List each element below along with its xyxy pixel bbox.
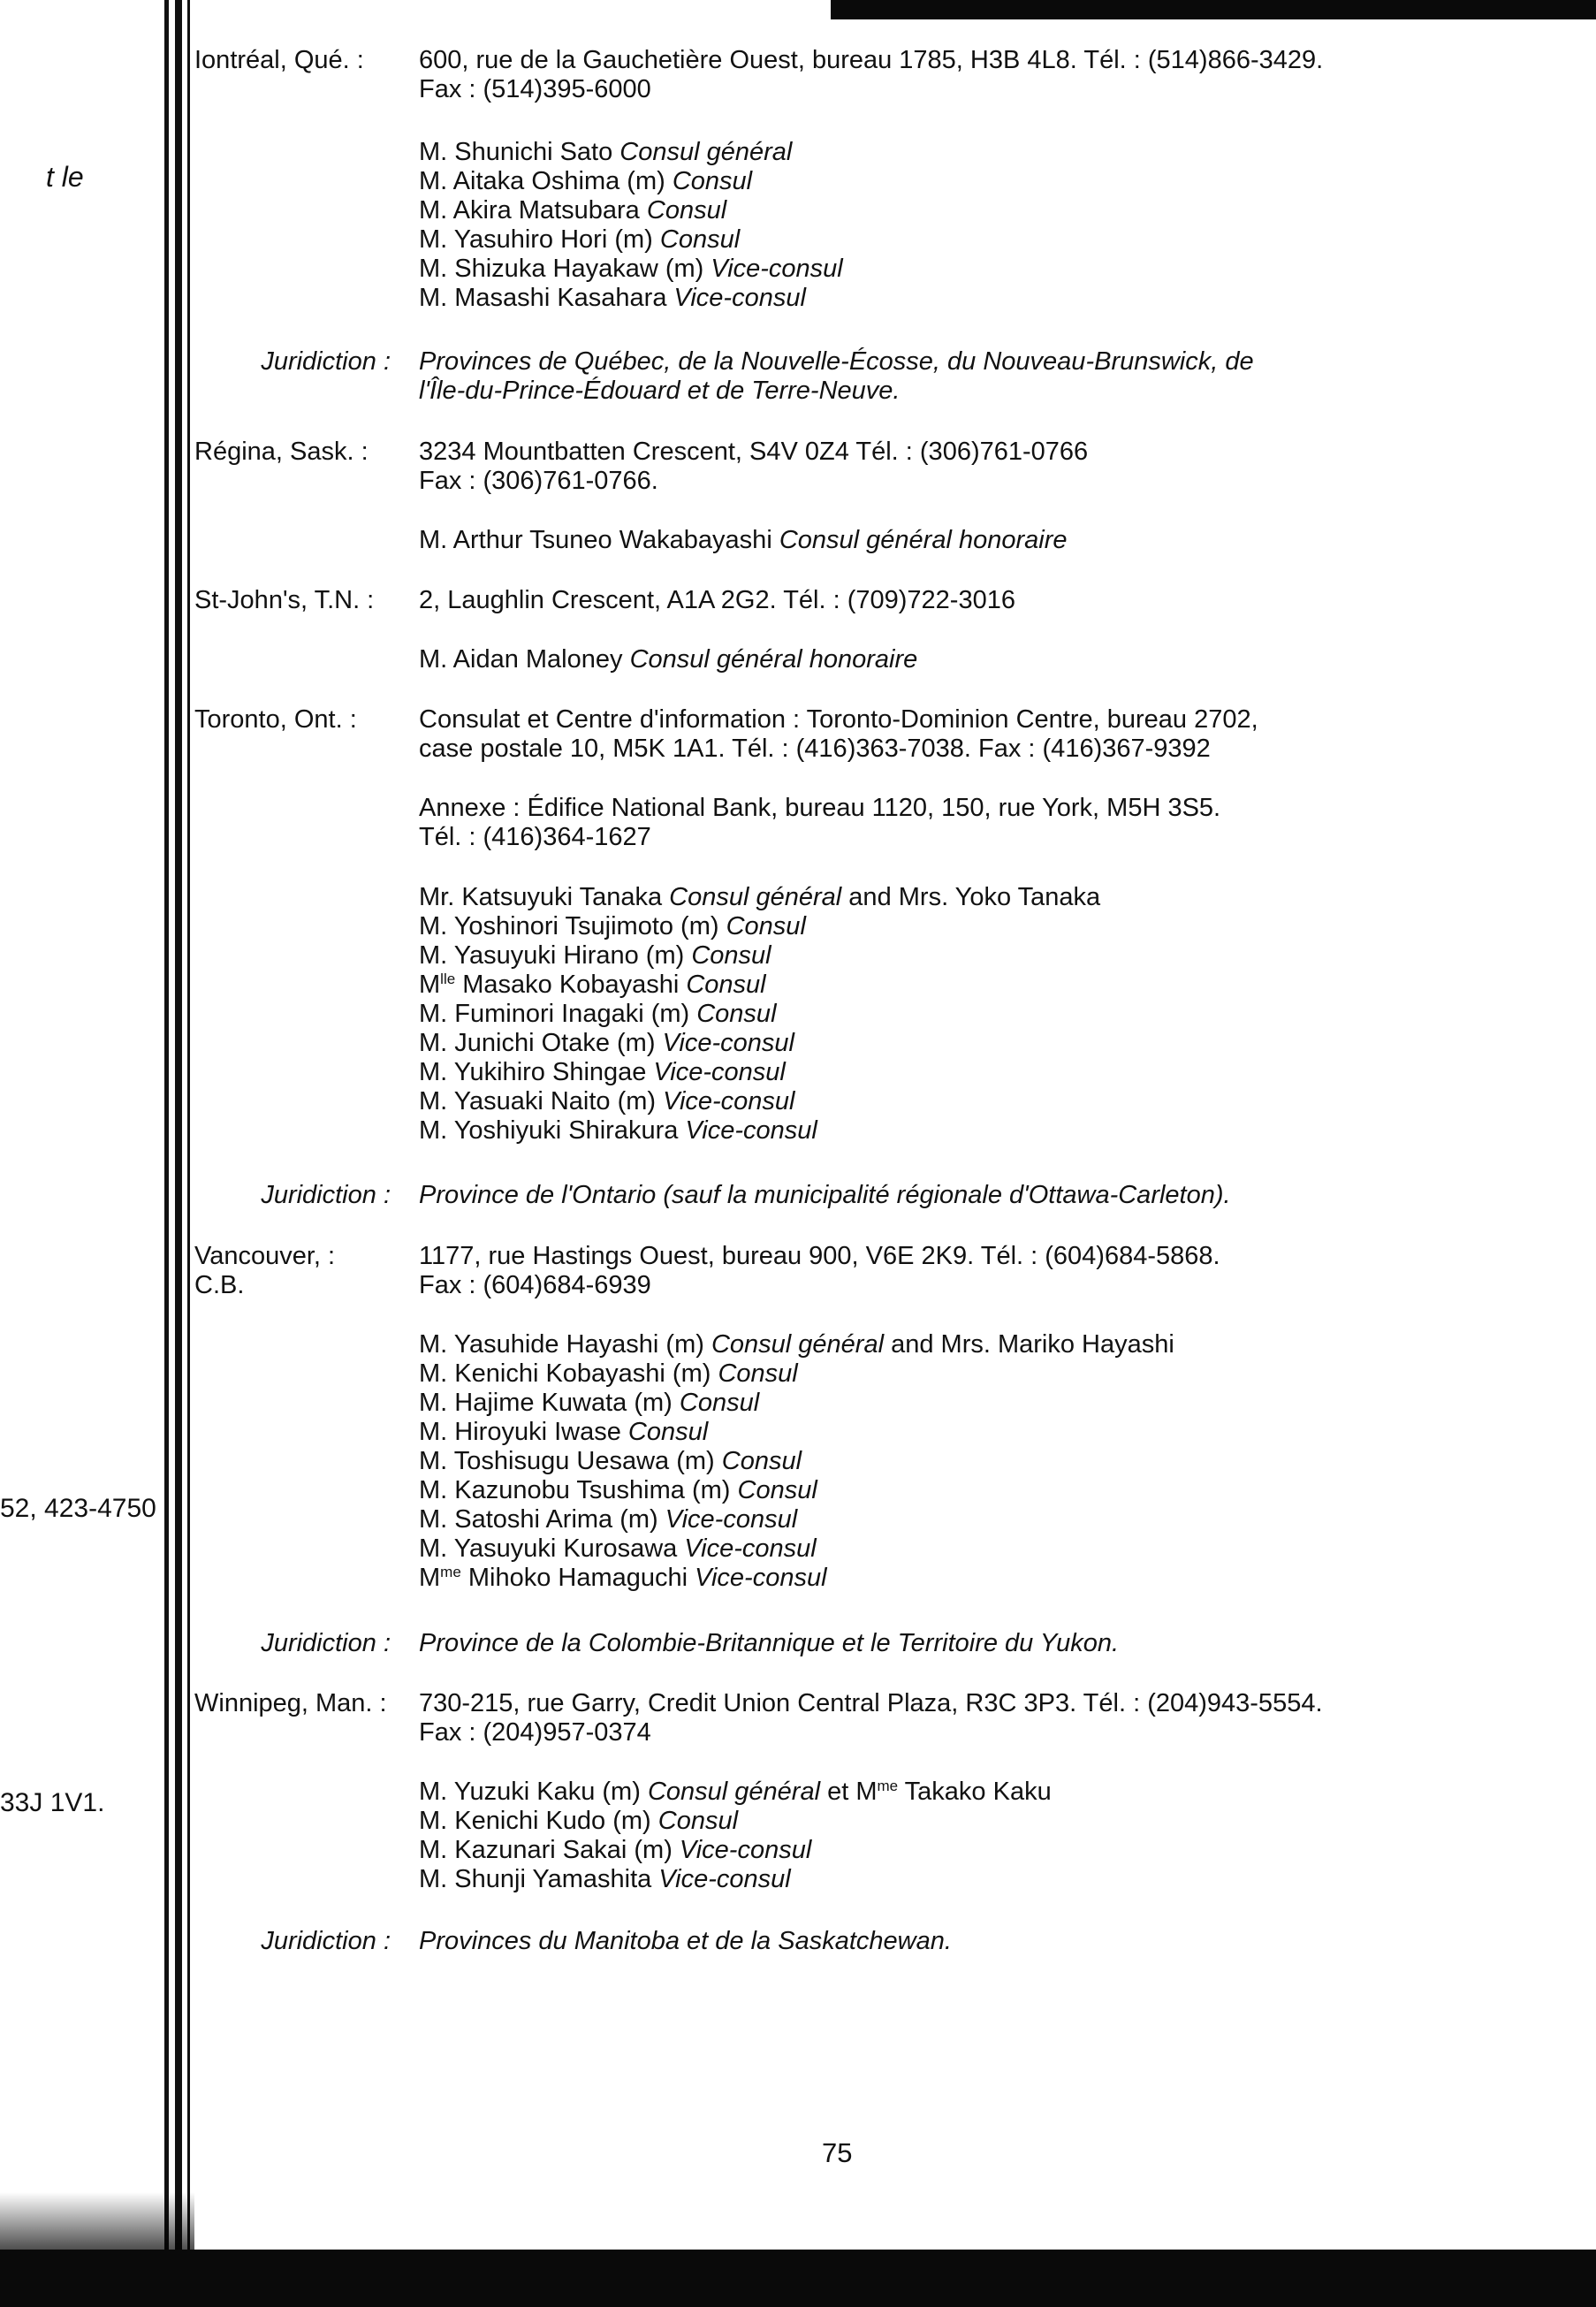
staff-title: Consul bbox=[657, 1807, 739, 1835]
staff-line bbox=[419, 284, 843, 313]
staff-title: Vice-consul bbox=[673, 284, 806, 312]
staff-line bbox=[419, 225, 843, 255]
staff-name: M. Yasuaki Naito (m) bbox=[419, 1087, 657, 1115]
address-block: 730-215, rue Garry, Credit Union Central Plaza, R3C 3P3. Tél. : (204)943-5554. Fax : (204)957-0374 bbox=[419, 1689, 1323, 1747]
location-label: Iontréal, Qué. : bbox=[194, 46, 364, 74]
scan-top-band bbox=[831, 0, 1596, 19]
staff-line bbox=[419, 1359, 1174, 1389]
staff-name: M. Shizuka Hayakaw (m) bbox=[419, 255, 704, 283]
staff-line: M. Aidan Maloney Consul général honoraire bbox=[419, 645, 918, 674]
left-page-fragment: 33J 1V1. bbox=[0, 1788, 105, 1817]
location-label: Toronto, Ont. : bbox=[194, 705, 357, 734]
staff-line bbox=[419, 167, 843, 196]
staff-name: M. Yasuhiro Hori (m) bbox=[419, 225, 653, 254]
scan-bottom-band bbox=[0, 2250, 1596, 2307]
staff-title: Consul bbox=[726, 912, 806, 940]
staff-title: Vice-consul bbox=[665, 1505, 798, 1534]
staff-title: Vice-consul bbox=[658, 1865, 791, 1893]
staff-name: M. Shunichi Sato bbox=[419, 138, 613, 166]
staff-title: Vice-consul bbox=[684, 1534, 817, 1563]
jurisdiction-text: Provinces de Québec, de la Nouvelle-Écosse, du Nouveau-Brunswick, de l'Île-du-Prince-Édouard et de Terre-Neuve. bbox=[419, 347, 1254, 405]
left-page-fragment: 52, 423-4750 bbox=[0, 1494, 156, 1523]
staff-line bbox=[419, 1534, 1174, 1564]
staff-name: M. Aitaka Oshima (m) bbox=[419, 167, 665, 195]
staff-line bbox=[419, 1418, 1174, 1447]
staff-name: M. Kenichi Kobayashi (m) bbox=[419, 1359, 711, 1388]
left-page-fragment: t le bbox=[46, 161, 84, 193]
staff-title: Consul bbox=[721, 1447, 802, 1475]
staff-line bbox=[419, 1116, 1100, 1146]
staff-name: M. Yukihiro Shingae bbox=[419, 1058, 647, 1086]
staff-line bbox=[419, 1389, 1174, 1418]
location-label: Winnipeg, Man. : bbox=[194, 1689, 387, 1717]
address-block: Consulat et Centre d'information : Toronto-Dominion Centre, bureau 2702, case postale 10, M5K 1A1. Tél. : (416)363-7038. Fax : (416)367-9392 bbox=[419, 705, 1258, 763]
staff-name: M. Kenichi Kudo (m) bbox=[419, 1807, 651, 1835]
staff-line bbox=[419, 1447, 1174, 1476]
staff-name: M. Yoshinori Tsujimoto (m) bbox=[419, 912, 719, 940]
staff-name: M. Akira Matsubara bbox=[419, 196, 640, 225]
staff-line bbox=[419, 912, 1100, 941]
staff-title: Consul bbox=[679, 1389, 760, 1417]
address-block: 1177, rue Hastings Ouest, bureau 900, V6E 2K9. Tél. : (604)684-5868. Fax : (604)684-6939 bbox=[419, 1242, 1220, 1299]
staff-line bbox=[419, 1029, 1100, 1058]
staff-line bbox=[419, 1476, 1174, 1505]
address-block: 3234 Mountbatten Crescent, S4V 0Z4 Tél. : (306)761-0766 Fax : (306)761-0766. bbox=[419, 438, 1089, 495]
staff-name: M. Junichi Otake (m) bbox=[419, 1029, 656, 1057]
staff-name: M. Toshisugu Uesawa (m) bbox=[419, 1447, 715, 1475]
staff-line bbox=[419, 138, 843, 167]
staff-list: M. Yuzuki Kaku (m) Consul général et $M^{me}$ Takako Kaku M. Kenichi Kudo (m) Consul M. Kazunari Sakai (m) Vice-consul M. Shunji Yamashita Vice-consul bbox=[419, 1778, 1052, 1893]
staff-title: Consul bbox=[737, 1476, 817, 1504]
staff-list: Mr. Katsuyuki Tanaka Consul général and Mrs. Yoko Tanaka M. Yoshinori Tsujimoto (m) Consul M. Yasuyuki Hirano (m) Consul $M^{lle}$ Masako Kobayashi Consul M. Fuminori Inagaki (m) Consul M. Junichi Otake (m) Vice-consul M. Yukihiro Shingae Vice-consul M. Yasuaki Naito (m) Vice-consul M. Yoshiyuki Shirakura Vice-consul bbox=[419, 883, 1101, 1145]
staff-line bbox=[419, 941, 1100, 971]
jurisdiction-label: Juridiction : bbox=[261, 1181, 391, 1209]
staff-title: Consul bbox=[646, 196, 727, 225]
staff-line bbox=[419, 255, 843, 284]
location-label: St-John's, T.N. : bbox=[194, 586, 375, 614]
jurisdiction-label: Juridiction : bbox=[261, 347, 391, 376]
staff-name: M. Yasuyuki Hirano (m) bbox=[419, 941, 685, 970]
staff-title: Consul bbox=[659, 225, 741, 254]
staff-title: Consul bbox=[691, 941, 771, 970]
page-gutter bbox=[161, 0, 201, 2263]
staff-title: Vice-consul bbox=[679, 1836, 812, 1864]
staff-name: M. Hajime Kuwata (m) bbox=[419, 1389, 673, 1417]
staff-title: Consul bbox=[627, 1418, 709, 1446]
staff-line bbox=[419, 1865, 1052, 1894]
staff-line bbox=[419, 1807, 1052, 1836]
staff-title: Vice-consul bbox=[685, 1116, 817, 1145]
staff-list bbox=[419, 138, 843, 313]
jurisdiction-label: Juridiction : bbox=[261, 1927, 391, 1955]
staff-line bbox=[419, 1836, 1052, 1865]
address-block: 600, rue de la Gauchetière Ouest, bureau 1785, H3B 4L8. Tél. : (514)866-3429. Fax : (514)395-6000 bbox=[419, 46, 1324, 103]
location-label: Vancouver, : C.B. bbox=[194, 1242, 336, 1299]
annex-block: Annexe : Édifice National Bank, bureau 1120, 150, rue York, M5H 3S5. Tél. : (416)364-1627 bbox=[419, 794, 1221, 851]
staff-line bbox=[419, 1058, 1100, 1087]
jurisdiction-text: Province de la Colombie-Britannique et le Territoire du Yukon. bbox=[419, 1629, 1120, 1657]
staff-list: M. Yasuhide Hayashi (m) Consul général and Mrs. Mariko Hayashi M. Kenichi Kobayashi (m) Consul M. Hajime Kuwata (m) Consul M. Hiroyuki Iwase Consul M. Toshisugu Uesawa (m) Consul M. Kazunobu Tsushima (m) Consul M. Satoshi Arima (m) Vice-consul M. Yasuyuki Kurosawa Vice-consul $M^{me}$ Mihoko Hamaguchi Vice-consul bbox=[419, 1330, 1174, 1592]
page-number: 75 bbox=[822, 2137, 853, 2168]
jurisdiction-label: Juridiction : bbox=[261, 1629, 391, 1657]
staff-title: Consul bbox=[718, 1359, 798, 1388]
staff-name: M. Kazunobu Tsushima (m) bbox=[419, 1476, 731, 1504]
staff-name: M. Hiroyuki Iwase bbox=[419, 1418, 621, 1446]
address-block: 2, Laughlin Crescent, A1A 2G2. Tél. : (709)722-3016 bbox=[419, 586, 1015, 614]
staff-name: M. Masashi Kasahara bbox=[419, 284, 667, 312]
staff-line bbox=[419, 1087, 1100, 1116]
staff-title: Vice-consul bbox=[711, 255, 843, 283]
staff-title: Vice-consul bbox=[663, 1087, 795, 1115]
staff-name: M. Yasuyuki Kurosawa bbox=[419, 1534, 678, 1563]
staff-title: Vice-consul bbox=[662, 1029, 794, 1057]
staff-title: Consul général bbox=[619, 138, 793, 166]
staff-title: Consul bbox=[672, 167, 753, 195]
staff-line bbox=[419, 1000, 1100, 1029]
staff-title: Consul bbox=[696, 1000, 777, 1028]
jurisdiction-text: Provinces du Manitoba et de la Saskatchewan. bbox=[419, 1927, 952, 1955]
staff-name: M. Yoshiyuki Shirakura bbox=[419, 1116, 679, 1145]
jurisdiction-text: Province de l'Ontario (sauf la municipalité régionale d'Ottawa-Carleton). bbox=[419, 1181, 1231, 1209]
staff-name: M. Satoshi Arima (m) bbox=[419, 1505, 658, 1534]
location-label: Régina, Sask. : bbox=[194, 438, 369, 466]
staff-line: M. Arthur Tsuneo Wakabayashi Consul général honoraire bbox=[419, 526, 1068, 554]
staff-line bbox=[419, 196, 843, 225]
staff-line bbox=[419, 1505, 1174, 1534]
staff-title: Vice-consul bbox=[653, 1058, 786, 1086]
staff-name: M. Fuminori Inagaki (m) bbox=[419, 1000, 690, 1028]
staff-name: M. Shunji Yamashita bbox=[419, 1865, 652, 1893]
staff-name: M. Kazunari Sakai (m) bbox=[419, 1836, 673, 1864]
